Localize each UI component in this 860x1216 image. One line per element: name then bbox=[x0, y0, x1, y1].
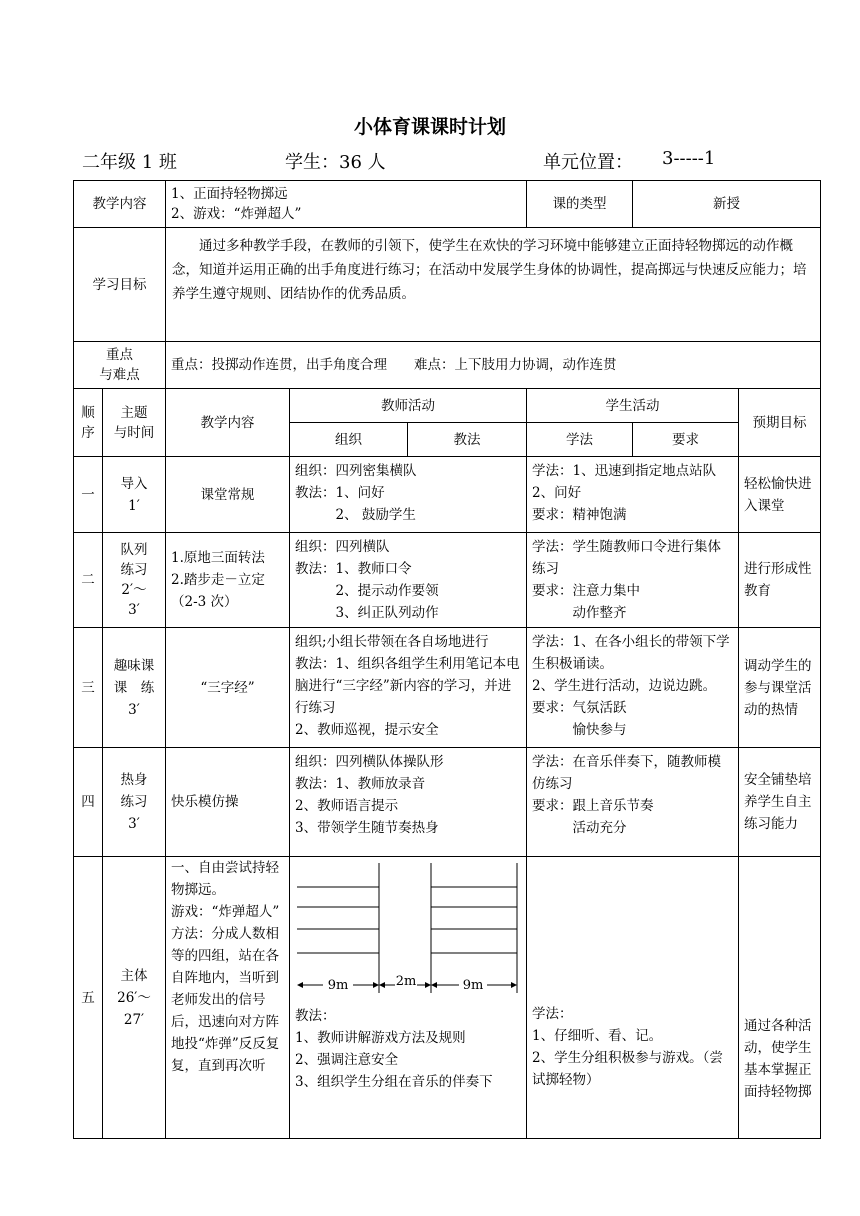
header-organization: 组织 bbox=[290, 423, 408, 457]
section-number: 二 bbox=[74, 533, 103, 628]
section-number: 三 bbox=[74, 628, 103, 748]
game-field-diagram bbox=[295, 863, 523, 1003]
diagram-left-distance: 9m bbox=[327, 978, 349, 993]
section-expected-goal: 调动学生的参与课堂活动的热情 bbox=[739, 628, 821, 748]
lesson-type-label: 课的类型 bbox=[527, 181, 633, 228]
section-number: 一 bbox=[74, 457, 103, 533]
section-row bbox=[74, 857, 821, 1139]
learning-goals-text: 通过多种教学手段，在教师的引领下，使学生在欢快的学习环境中能够建立正面持轻物掷远的动作概念，知道并运用正确的出手角度进行练习；在活动中发展学生身体的协调性，提高掷远与快速反应能力；培养学生遵守规则、团结协作的优秀品质。 bbox=[166, 228, 821, 342]
section-content: 快乐模仿操 bbox=[166, 748, 290, 857]
grade-class: 二年级 1 班 bbox=[82, 152, 177, 173]
teaching-content-label: 教学内容 bbox=[74, 181, 166, 228]
header-topic: 主题 与时间 bbox=[103, 389, 166, 457]
section-expected-goal: 轻松愉快进入课堂 bbox=[739, 457, 821, 533]
lesson-plan-table bbox=[73, 180, 821, 1139]
section-teacher-activity: 组织：四列横队 教法：1、教师口令 2、提示动作要领 3、纠正队列动作 bbox=[290, 533, 527, 628]
section-student-activity: 学法：学生随教师口令进行集体练习 要求：注意力集中 动作整齐 bbox=[527, 533, 739, 628]
header-student-activity: 学生活动 bbox=[527, 389, 739, 423]
section-teacher-activity: 组织;小组长带领在各自场地进行 教法：1、组织各组学生利用笔记本电脑进行“三字经”新内容的学习，并进行练习 2、教师巡视，提示安全 bbox=[290, 628, 527, 748]
key-points-text: 重点：投掷动作连贯，出手角度合理 难点：上下肢用力协调，动作连贯 bbox=[166, 342, 821, 389]
section-number: 五 bbox=[74, 857, 103, 1139]
section-content: “三字经” bbox=[166, 628, 290, 748]
section-content: 1.原地三面转法 2.踏步走－立定（2-3 次） bbox=[166, 533, 290, 628]
diagram-right-distance: 9m bbox=[462, 978, 484, 993]
header-teaching-method: 教法 bbox=[408, 423, 527, 457]
section-student-activity: 学法： 1、仔细听、看、记。 2、学生分组积极参与游戏。（尝试掷轻物） bbox=[527, 857, 739, 1139]
header-row-1 bbox=[74, 389, 821, 423]
lesson-type-value: 新授 bbox=[633, 181, 821, 228]
section-teacher-activity-text: 教法： 1、教师讲解游戏方法及规则 2、强调注意安全 3、组织学生分组在音乐的伴奏下 bbox=[295, 1008, 493, 1090]
section-teacher-activity: 组织：四列密集横队 教法：1、问好 2、 鼓励学生 bbox=[290, 457, 527, 533]
diagram-middle-distance: 2m bbox=[395, 974, 417, 989]
section-expected-goal: 安全铺垫培养学生自主练习能力 bbox=[739, 748, 821, 857]
row-key-points bbox=[74, 342, 821, 389]
unit-position-label: 单元位置： bbox=[543, 152, 633, 173]
section-teacher-activity: 组织：四列横队体操队形 教法：1、教师放录音 2、教师语言提示 3、带领学生随节奏热身 bbox=[290, 748, 527, 857]
section-topic: 趣味课 课 练 3′ bbox=[103, 628, 166, 748]
header-order: 顺 序 bbox=[74, 389, 103, 457]
section-expected-goal: 进行形成性教育 bbox=[739, 533, 821, 628]
section-topic: 主体 26′～ 27′ bbox=[103, 857, 166, 1139]
section-topic: 热身 练习 3′ bbox=[103, 748, 166, 857]
learning-goals-label: 学习目标 bbox=[74, 228, 166, 342]
header-teacher-activity: 教师活动 bbox=[290, 389, 527, 423]
page-title: 小体育课课时计划 bbox=[353, 116, 506, 138]
section-content: 课堂常规 bbox=[166, 457, 290, 533]
section-row bbox=[74, 628, 821, 748]
header-learning-method: 学法 bbox=[527, 423, 633, 457]
section-row bbox=[74, 533, 821, 628]
section-student-activity: 学法：1、迅速到指定地点站队 2、问好 要求：精神饱满 bbox=[527, 457, 739, 533]
unit-position-value: 3-----1 bbox=[662, 148, 716, 169]
header-expected-goal: 预期目标 bbox=[739, 389, 821, 457]
section-topic: 导入 1′ bbox=[103, 457, 166, 533]
section-number: 四 bbox=[74, 748, 103, 857]
section-expected-goal: 通过各种活动，使学生基本掌握正面持轻物掷 bbox=[739, 857, 821, 1139]
row-teaching-content bbox=[74, 181, 821, 228]
section-student-activity: 学法：1、在各小组长的带领下学生积极诵读。 2、学生进行活动，边说边跳。 要求：气氛活跃 愉快参与 bbox=[527, 628, 739, 748]
section-content: 一、自由尝试持轻物掷远。 游戏：“炸弹超人” 方法：分成人数相等的四组，站在各自阵地内，当听到老师发出的信号后，迅速向对方阵地投“炸弹”反反复复，直到再次听 bbox=[166, 857, 290, 1139]
student-count: 学生：36 人 bbox=[285, 152, 386, 173]
section-row bbox=[74, 748, 821, 857]
row-learning-goals bbox=[74, 228, 821, 342]
teaching-content-text: 1、正面持轻物掷远 2、游戏：“炸弹超人” bbox=[166, 181, 527, 228]
section-teacher-activity bbox=[290, 857, 527, 1139]
header-requirements: 要求 bbox=[633, 423, 739, 457]
section-topic: 队列 练习 2′～ 3′ bbox=[103, 533, 166, 628]
header-content: 教学内容 bbox=[166, 389, 290, 457]
section-row bbox=[74, 457, 821, 533]
key-points-label: 重点 与难点 bbox=[74, 342, 166, 389]
section-student-activity: 学法：在音乐伴奏下，随教师模仿练习 要求：跟上音乐节奏 活动充分 bbox=[527, 748, 739, 857]
